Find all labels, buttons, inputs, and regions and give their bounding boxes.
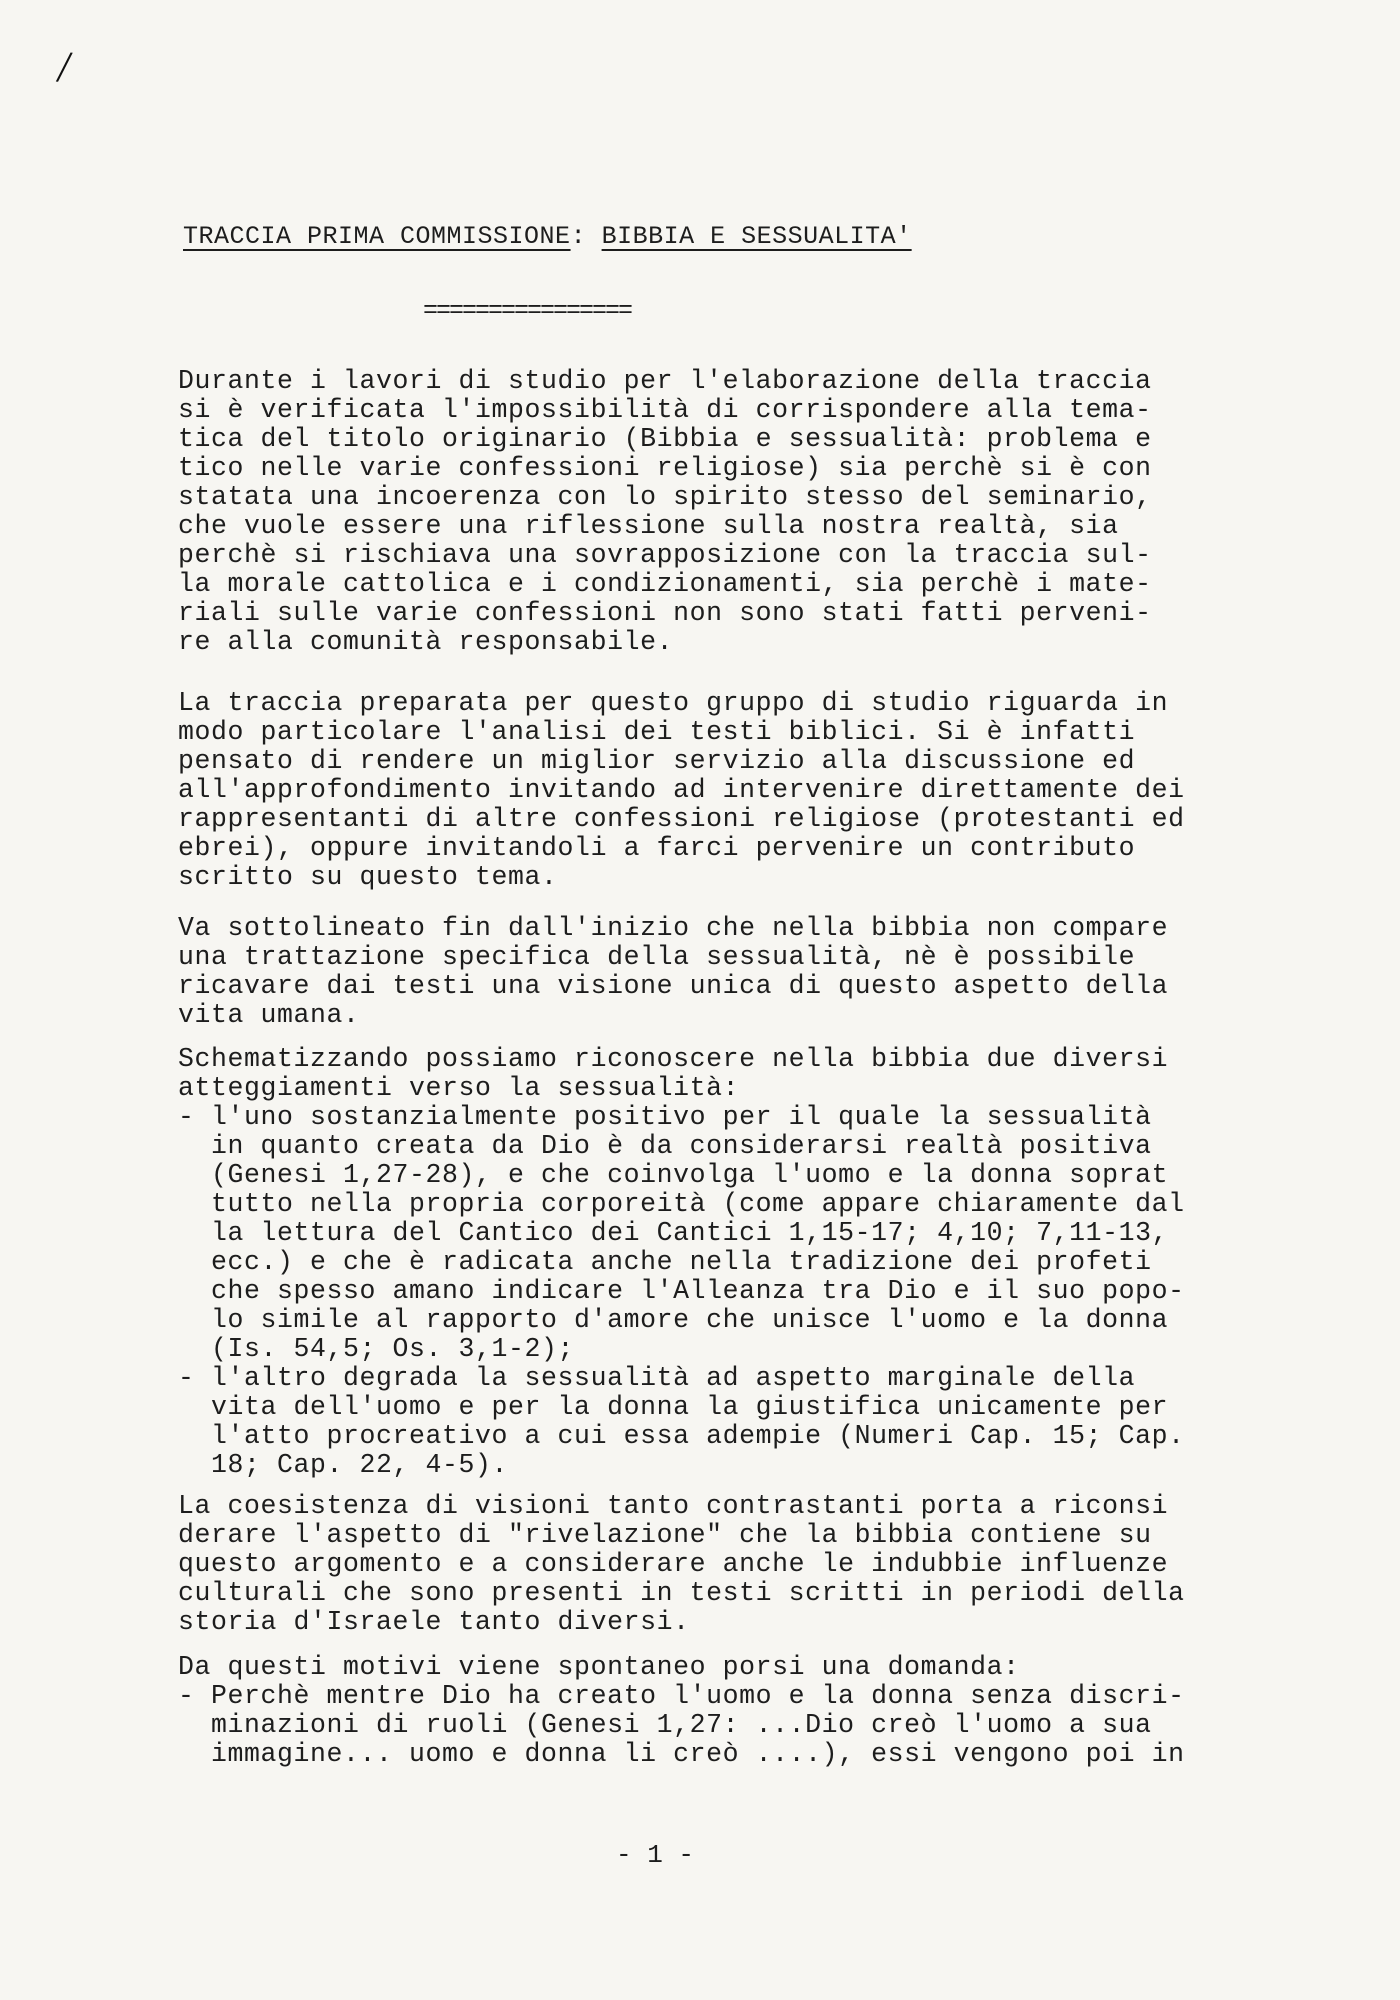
title-rule: ================ <box>423 296 632 325</box>
text-line: in quanto creata da Dio è da considerarsi realtà positiva <box>178 1131 1152 1161</box>
text-line: culturali che sono presenti in testi scritti in periodi della <box>178 1578 1185 1608</box>
text-line: vita dell'uomo e per la donna la giustifica unicamente per <box>178 1392 1169 1422</box>
text-line: ebrei), oppure invitandoli a farci pervenire un contributo <box>178 833 1136 863</box>
text-line: Da questi motivi viene spontaneo porsi una domanda: <box>178 1652 1020 1682</box>
text-line: tutto nella propria corporeità (come appare chiaramente dal <box>178 1189 1185 1219</box>
paragraph-2 <box>178 689 1258 892</box>
text-line: Durante i lavori di studio per l'elaborazione della traccia <box>178 366 1152 396</box>
text-line: tica del titolo originario (Bibbia e sessualità: problema e <box>178 424 1152 454</box>
text-line: all'approfondimento invitando ad intervenire direttamente dei <box>178 775 1185 805</box>
handwritten-mark: / <box>54 40 75 93</box>
title-part-1: TRACCIA PRIMA COMMISSIONE <box>183 222 571 251</box>
text-line: La traccia preparata per questo gruppo di studio riguarda in <box>178 688 1169 718</box>
text-line: (Is. 54,5; Os. 3,1-2); <box>178 1334 575 1364</box>
paragraph-4 <box>178 1045 1258 1480</box>
paragraph-3 <box>178 914 1258 1030</box>
text-line: 18; Cap. 22, 4-5). <box>178 1450 509 1480</box>
text-line: Va sottolineato fin dall'inizio che nella bibbia non compare <box>178 913 1169 943</box>
text-line: la morale cattolica e i condizionamenti, sia perchè i mate- <box>178 569 1152 599</box>
text-line: (Genesi 1,27-28), e che coinvolga l'uomo e la donna soprat <box>178 1160 1169 1190</box>
paragraph-1 <box>178 367 1258 657</box>
text-line: re alla comunità responsabile. <box>178 627 674 657</box>
text-line: vita umana. <box>178 1000 360 1030</box>
text-line: tico nelle varie confessioni religiose) sia perchè si è con <box>178 453 1152 483</box>
text-line: - l'altro degrada la sessualità ad aspetto marginale della <box>178 1363 1136 1393</box>
text-line: storia d'Israele tanto diversi. <box>178 1607 690 1637</box>
text-line: perchè si rischiava una sovrapposizione con la traccia sul- <box>178 540 1152 570</box>
text-line: ricavare dai testi una visione unica di questo aspetto della <box>178 971 1169 1001</box>
text-line: atteggiamenti verso la sessualità: <box>178 1073 740 1103</box>
text-line: questo argomento e a considerare anche le indubbie influenze <box>178 1549 1169 1579</box>
text-line: statata una incoerenza con lo spirito stesso del seminario, <box>178 482 1152 512</box>
text-line: l'atto procreativo a cui essa adempie (Numeri Cap. 15; Cap. <box>178 1421 1185 1451</box>
text-line: minazioni di ruoli (Genesi 1,27: ...Dio creò l'uomo a sua <box>178 1710 1152 1740</box>
text-line: si è verificata l'impossibilità di corrispondere alla tema- <box>178 395 1152 425</box>
page-number: - 1 - <box>615 1840 694 1870</box>
text-line: lo simile al rapporto d'amore che unisce l'uomo e la donna <box>178 1305 1169 1335</box>
title-separator: : <box>570 222 602 251</box>
text-line: modo particolare l'analisi dei testi biblici. Si è infatti <box>178 717 1136 747</box>
title-part-2: BIBBIA E SESSUALITA' <box>601 222 912 251</box>
text-line: pensato di rendere un miglior servizio alla discussione ed <box>178 746 1136 776</box>
text-line: scritto su questo tema. <box>178 862 558 892</box>
text-line: La coesistenza di visioni tanto contrastanti porta a riconsi <box>178 1491 1169 1521</box>
text-line: che vuole essere una riflessione sulla nostra realtà, sia <box>178 511 1119 541</box>
paragraph-5 <box>178 1492 1258 1637</box>
text-line: la lettura del Cantico dei Cantici 1,15-17; 4,10; 7,11-13, <box>178 1218 1169 1248</box>
text-line: una trattazione specifica della sessualità, nè è possibile <box>178 942 1136 972</box>
text-line: immagine... uomo e donna li creò ....), essi vengono poi in <box>178 1739 1185 1769</box>
text-line: derare l'aspetto di "rivelazione" che la bibbia contiene su <box>178 1520 1152 1550</box>
text-line: - l'uno sostanzialmente positivo per il quale la sessualità <box>178 1102 1152 1132</box>
text-line: riali sulle varie confessioni non sono stati fatti perveni- <box>178 598 1152 628</box>
text-line: che spesso amano indicare l'Alleanza tra Dio e il suo popo- <box>178 1276 1185 1306</box>
text-line: rappresentanti di altre confessioni religiose (protestanti ed <box>178 804 1185 834</box>
text-line: - Perchè mentre Dio ha creato l'uomo e la donna senza discri- <box>178 1681 1185 1711</box>
document-title <box>183 222 912 251</box>
paragraph-6 <box>178 1653 1258 1769</box>
text-line: Schematizzando possiamo riconoscere nella bibbia due diversi <box>178 1044 1169 1074</box>
text-line: ecc.) e che è radicata anche nella tradizione dei profeti <box>178 1247 1152 1277</box>
